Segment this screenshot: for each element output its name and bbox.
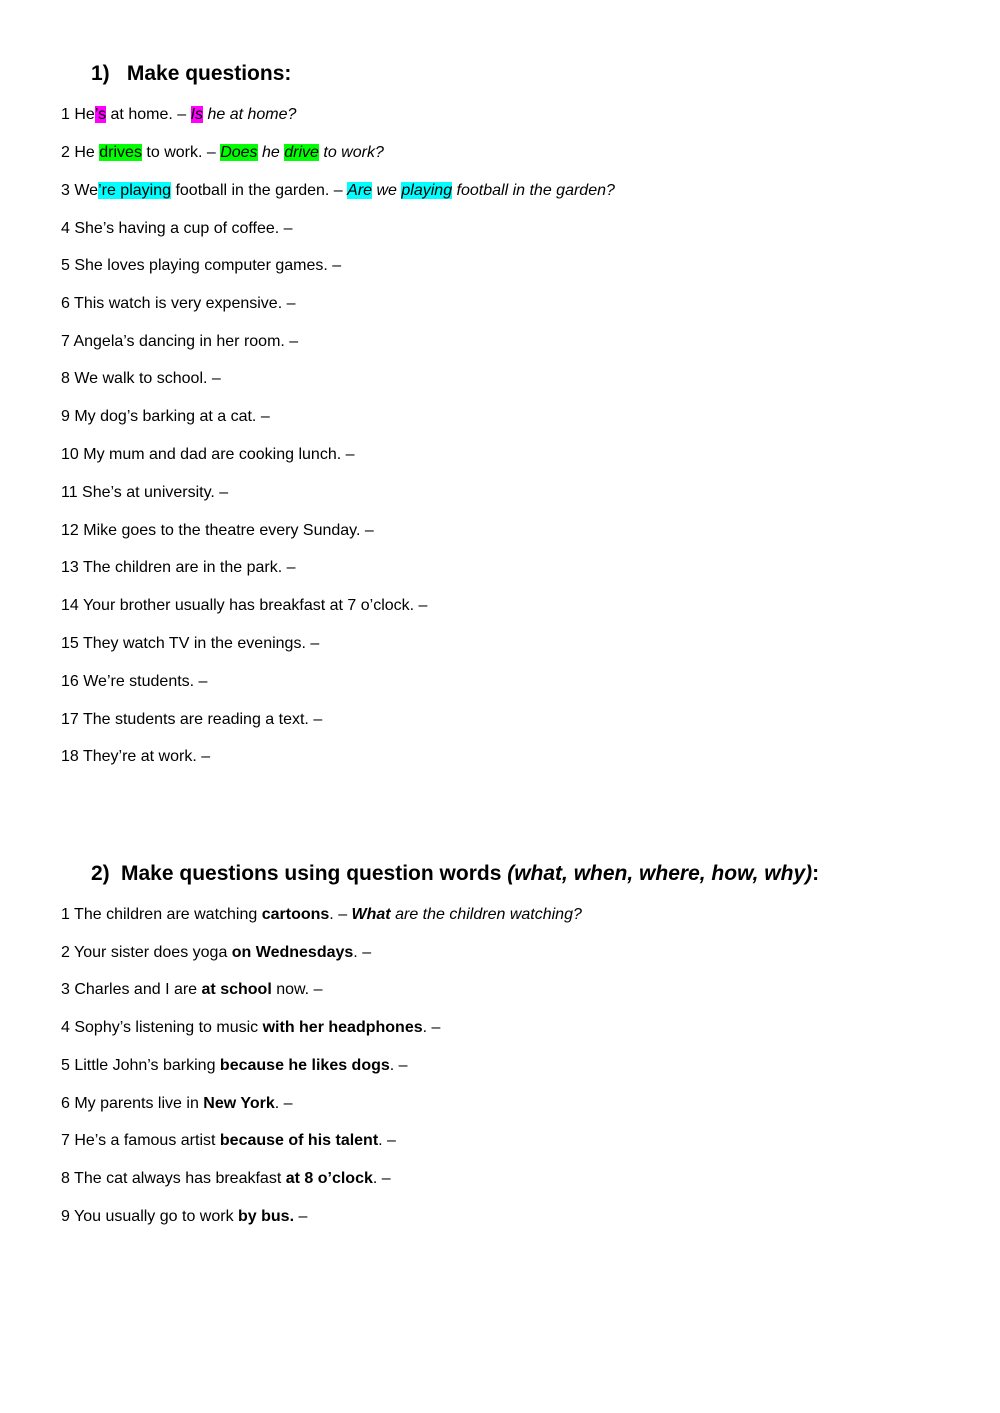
section-2-title-end: : [812, 862, 820, 885]
question-text: he [257, 144, 285, 161]
s1-item-17: 17 The students are reading a text. – [61, 711, 323, 728]
sentence-text: . – [329, 906, 352, 923]
bold-phrase: because he likes dogs [219, 1057, 390, 1074]
highlight-question-verb: Does [220, 144, 258, 161]
sentence-text: . – [274, 1095, 293, 1112]
sentence-text: . – [372, 1170, 391, 1187]
question-word: What [351, 906, 391, 923]
sentence-text: He [74, 106, 95, 123]
s2-item-4 [61, 1017, 440, 1039]
bold-phrase: by bus. [238, 1208, 295, 1225]
section-1-number: 1) [91, 62, 110, 85]
s1-item-6: 6 This watch is very expensive. – [61, 295, 296, 312]
bold-phrase: with her headphones [262, 1019, 423, 1036]
sentence-text: . – [389, 1057, 408, 1074]
sentence-text: . – [422, 1019, 441, 1036]
bold-phrase: cartoons [261, 906, 330, 923]
sentence-text: 3 Charles and I are [61, 981, 202, 998]
item-number: 2 [61, 144, 70, 161]
highlight-verb: drives [99, 144, 142, 161]
bold-phrase: New York [203, 1095, 275, 1112]
section-1-title: Make questions: [126, 62, 292, 85]
s1-item-13: 13 The children are in the park. – [61, 559, 296, 576]
s1-item-14: 14 Your brother usually has breakfast at 7 o’clock. – [61, 597, 428, 614]
s1-item-15: 15 They watch TV in the evenings. – [61, 635, 320, 652]
sentence-text: 7 He’s a famous artist [61, 1132, 220, 1149]
highlight-question-verb: Are [347, 182, 373, 199]
s2-item-6 [61, 1093, 293, 1115]
item-number: 1 [61, 106, 70, 123]
sentence-text: at home. – [106, 106, 191, 123]
s1-item-12: 12 Mike goes to the theatre every Sunday. – [61, 522, 374, 539]
s1-item-7: 7 Angela’s dancing in her room. – [61, 333, 299, 350]
s1-example-1 [61, 104, 296, 126]
sentence-text: to work. – [141, 144, 221, 161]
s1-item-16: 16 We’re students. – [61, 673, 208, 690]
s1-example-3 [61, 180, 615, 202]
highlight-verb: ’re playing [98, 182, 172, 199]
s1-item-11: 11 She’s at university. – [61, 484, 229, 501]
section-2-number: 2) [91, 862, 110, 885]
highlight-verb: ’s [94, 106, 107, 123]
s1-item-9: 9 My dog’s barking at a cat. – [61, 408, 270, 425]
section-1-heading [91, 62, 291, 86]
sentence-text: He [74, 144, 100, 161]
sentence-text: We [74, 182, 99, 199]
sentence-text: . – [378, 1132, 396, 1149]
bold-phrase: at school [201, 981, 272, 998]
sentence-text: 6 My parents live in [61, 1095, 204, 1112]
question-text: we [372, 182, 402, 199]
section-2-heading [91, 862, 819, 886]
s1-example-2 [61, 142, 384, 164]
bold-phrase: on Wednesdays [231, 944, 354, 961]
question-text: he at home? [203, 106, 297, 123]
sentence-text: – [294, 1208, 308, 1225]
s2-item-8 [61, 1168, 391, 1190]
s2-example-1 [61, 904, 582, 926]
bold-phrase: at 8 o’clock [285, 1170, 373, 1187]
highlight-question-verb: playing [401, 182, 453, 199]
s2-item-5 [61, 1055, 408, 1077]
sentence-text: . – [353, 944, 372, 961]
s2-item-2 [61, 942, 371, 964]
section-2-title-italic: (what, when, where, how, why) [507, 862, 813, 885]
sentence-text: 4 Sophy’s listening to music [61, 1019, 263, 1036]
s1-item-10: 10 My mum and dad are cooking lunch. – [61, 446, 355, 463]
sentence-text: 9 You usually go to work [61, 1208, 239, 1225]
section-2-title: Make questions using question words [121, 862, 508, 885]
bold-phrase: because of his talent [219, 1132, 379, 1149]
highlight-question-verb: drive [284, 144, 319, 161]
s2-item-7 [61, 1130, 396, 1152]
highlight-question-verb: Is [190, 106, 204, 123]
question-text: football in the garden? [452, 182, 615, 199]
item-number: 3 [61, 182, 70, 199]
sentence-text: football in the garden. – [171, 182, 348, 199]
s1-item-5: 5 She loves playing computer games. – [61, 257, 342, 274]
s1-item-4: 4 She’s having a cup of coffee. – [61, 220, 293, 237]
question-text: to work? [318, 144, 384, 161]
s1-item-18: 18 They’re at work. – [61, 748, 211, 765]
question-text: are the children watching? [390, 906, 582, 923]
sentence-text: 5 Little John’s barking [61, 1057, 220, 1074]
s2-item-9 [61, 1206, 307, 1228]
sentence-text: now. – [271, 981, 323, 998]
sentence-text: 8 The cat always has breakfast [61, 1170, 286, 1187]
sentence-text: 2 Your sister does yoga [61, 944, 232, 961]
s1-item-8: 8 We walk to school. – [61, 370, 221, 387]
sentence-text: 1 The children are watching [61, 906, 262, 923]
s2-item-3 [61, 979, 322, 1001]
